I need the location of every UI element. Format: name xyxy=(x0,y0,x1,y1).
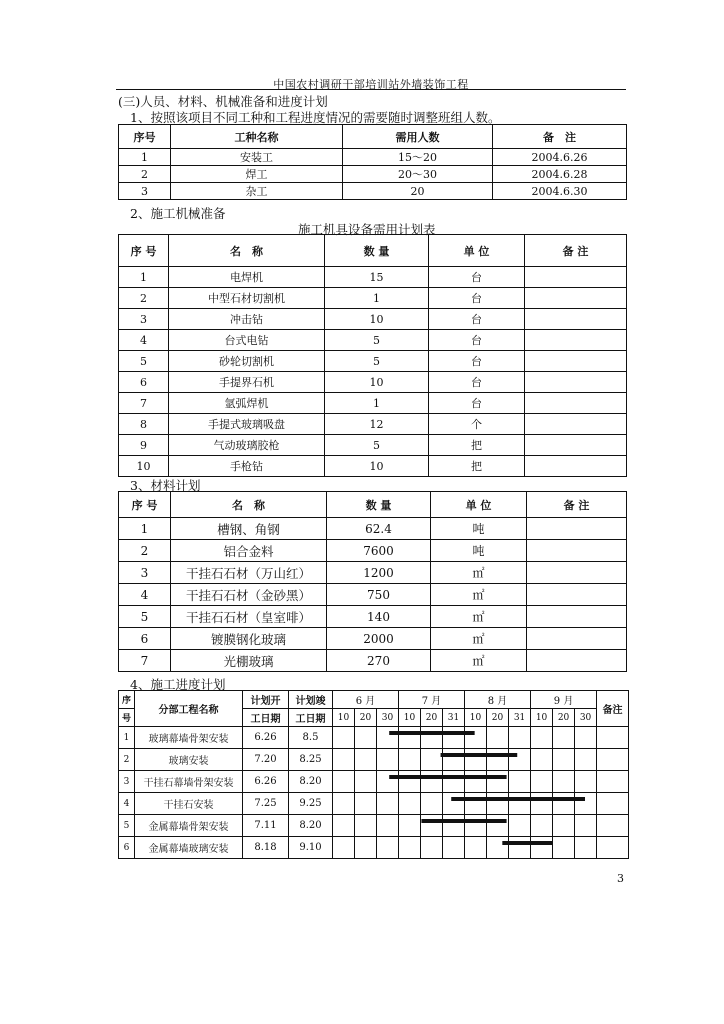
timeline-cell xyxy=(553,749,575,771)
cell: 15 xyxy=(325,267,429,288)
cell: 金属幕墙骨架安装 xyxy=(135,815,243,837)
table-row xyxy=(119,351,627,372)
cell: 1 xyxy=(119,267,169,288)
timeline-cell xyxy=(399,815,421,837)
timeline-cell xyxy=(333,727,355,749)
cell: 62.4 xyxy=(327,518,431,540)
page-number: 3 xyxy=(617,872,624,885)
labor-col-count: 需用人数 xyxy=(343,125,493,149)
cell xyxy=(525,372,627,393)
cell: 1200 xyxy=(327,562,431,584)
cell: 铝合金料 xyxy=(171,540,327,562)
cell xyxy=(527,584,627,606)
day-tick: 10 xyxy=(399,709,421,727)
cell: 2004.6.30 xyxy=(493,183,627,200)
machinery-table xyxy=(118,234,627,477)
cell: 台式电钻 xyxy=(169,330,325,351)
cell: 9.10 xyxy=(289,837,333,859)
table-row xyxy=(119,149,627,166)
page-header: 中国农村调研干部培训站外墙装饰工程 xyxy=(273,78,469,91)
cell: 270 xyxy=(327,650,431,672)
day-tick: 10 xyxy=(531,709,553,727)
table-row xyxy=(119,606,627,628)
cell: 把 xyxy=(429,435,525,456)
cell: 台 xyxy=(429,309,525,330)
table-row xyxy=(119,372,627,393)
timeline-cell xyxy=(531,837,553,859)
cell: 6 xyxy=(119,628,171,650)
schedule-col-no: 序 xyxy=(119,691,135,709)
cell: 10 xyxy=(119,456,169,477)
timeline-cell xyxy=(465,727,487,749)
cell: 槽钢、角钢 xyxy=(171,518,327,540)
timeline-cell xyxy=(377,727,399,749)
cell: 氩弧焊机 xyxy=(169,393,325,414)
cell xyxy=(597,727,629,749)
table-row xyxy=(119,650,627,672)
cell: 15～20 xyxy=(343,149,493,166)
cell: 5 xyxy=(119,815,135,837)
timeline-cell xyxy=(575,815,597,837)
table-row xyxy=(119,309,627,330)
table-row xyxy=(119,288,627,309)
machinery-col-unit: 单 位 xyxy=(429,235,525,267)
cell: 金属幕墙玻璃安装 xyxy=(135,837,243,859)
cell: 中型石材切割机 xyxy=(169,288,325,309)
cell: 8.5 xyxy=(289,727,333,749)
cell xyxy=(527,628,627,650)
table-row xyxy=(119,414,627,435)
cell xyxy=(597,815,629,837)
cell: 7 xyxy=(119,650,171,672)
cell xyxy=(527,518,627,540)
cell: 把 xyxy=(429,456,525,477)
day-tick: 10 xyxy=(465,709,487,727)
cell: 吨 xyxy=(431,540,527,562)
timeline-cell xyxy=(421,749,443,771)
cell: 台 xyxy=(429,393,525,414)
cell xyxy=(527,562,627,584)
table-row xyxy=(119,749,629,771)
cell: 6.26 xyxy=(243,771,289,793)
cell: 电焊机 xyxy=(169,267,325,288)
timeline-cell xyxy=(377,749,399,771)
timeline-cell xyxy=(443,815,465,837)
cell: 3 xyxy=(119,771,135,793)
table-row xyxy=(119,330,627,351)
cell: 750 xyxy=(327,584,431,606)
timeline-cell xyxy=(487,727,509,749)
cell: 7600 xyxy=(327,540,431,562)
section-title: (三)人员、材料、机械准备和进度计划 xyxy=(118,94,328,109)
cell: 台 xyxy=(429,288,525,309)
cell: 2 xyxy=(119,166,171,183)
timeline-cell xyxy=(509,793,531,815)
cell: 镀膜钢化玻璃 xyxy=(171,628,327,650)
cell xyxy=(527,606,627,628)
labor-col-no: 序号 xyxy=(119,125,171,149)
timeline-cell xyxy=(509,749,531,771)
timeline-cell xyxy=(355,837,377,859)
cell: ㎡ xyxy=(431,628,527,650)
cell: 干挂石安装 xyxy=(135,793,243,815)
table-row xyxy=(119,518,627,540)
day-tick: 10 xyxy=(333,709,355,727)
timeline-cell xyxy=(531,771,553,793)
timeline-cell xyxy=(333,749,355,771)
machinery-heading: 2、施工机械准备 xyxy=(130,206,226,221)
cell xyxy=(597,793,629,815)
cell: 7 xyxy=(119,393,169,414)
cell: ㎡ xyxy=(431,584,527,606)
timeline-cell xyxy=(575,727,597,749)
cell: ㎡ xyxy=(431,562,527,584)
timeline-cell xyxy=(509,837,531,859)
cell: 气动玻璃胶枪 xyxy=(169,435,325,456)
cell: 20～30 xyxy=(343,166,493,183)
materials-col-no: 序 号 xyxy=(119,492,171,518)
cell: 光棚玻璃 xyxy=(171,650,327,672)
timeline-cell xyxy=(487,793,509,815)
month-july: 7 月 xyxy=(399,691,465,709)
machinery-table-title: 施工机具设备需用计划表 xyxy=(298,222,436,237)
cell: 8.20 xyxy=(289,771,333,793)
materials-col-qty: 数 量 xyxy=(327,492,431,518)
cell: 焊工 xyxy=(171,166,343,183)
cell: 手枪钻 xyxy=(169,456,325,477)
table-row xyxy=(119,435,627,456)
timeline-cell xyxy=(531,793,553,815)
cell: 1 xyxy=(325,393,429,414)
cell: 玻璃安装 xyxy=(135,749,243,771)
cell: ㎡ xyxy=(431,606,527,628)
cell: 手提式玻璃吸盘 xyxy=(169,414,325,435)
cell: 杂工 xyxy=(171,183,343,200)
cell: 8 xyxy=(119,414,169,435)
timeline-cell xyxy=(509,815,531,837)
schedule-col-no-2: 号 xyxy=(119,709,135,727)
machinery-col-name: 名 称 xyxy=(169,235,325,267)
day-tick: 20 xyxy=(355,709,377,727)
timeline-cell xyxy=(575,793,597,815)
timeline-cell xyxy=(443,771,465,793)
timeline-cell xyxy=(355,793,377,815)
timeline-cell xyxy=(333,793,355,815)
timeline-cell xyxy=(465,793,487,815)
cell: 台 xyxy=(429,330,525,351)
cell: 5 xyxy=(119,606,171,628)
timeline-cell xyxy=(487,815,509,837)
cell: 1 xyxy=(119,727,135,749)
cell: 2004.6.26 xyxy=(493,149,627,166)
timeline-cell xyxy=(421,727,443,749)
cell: 5 xyxy=(325,330,429,351)
cell: 1 xyxy=(119,149,171,166)
cell: 2004.6.28 xyxy=(493,166,627,183)
timeline-cell xyxy=(399,727,421,749)
timeline-cell xyxy=(553,793,575,815)
timeline-cell xyxy=(421,815,443,837)
cell: 6 xyxy=(119,372,169,393)
table-row xyxy=(119,771,629,793)
cell: 干挂石石材（皇室啡） xyxy=(171,606,327,628)
timeline-cell xyxy=(377,771,399,793)
timeline-cell xyxy=(355,749,377,771)
month-august: 8 月 xyxy=(465,691,531,709)
cell xyxy=(525,351,627,372)
schedule-col-end-2: 工日期 xyxy=(289,709,333,727)
cell: 玻璃幕墙骨架安装 xyxy=(135,727,243,749)
timeline-cell xyxy=(509,727,531,749)
timeline-cell xyxy=(443,749,465,771)
cell: 8.25 xyxy=(289,749,333,771)
schedule-col-end: 计划竣 xyxy=(289,691,333,709)
timeline-cell xyxy=(377,815,399,837)
cell: 5 xyxy=(325,351,429,372)
cell: 6 xyxy=(119,837,135,859)
cell: ㎡ xyxy=(431,650,527,672)
timeline-cell xyxy=(355,727,377,749)
labor-col-remark: 备 注 xyxy=(493,125,627,149)
timeline-cell xyxy=(443,837,465,859)
timeline-cell xyxy=(443,727,465,749)
cell: 4 xyxy=(119,330,169,351)
schedule-heading: 4、施工进度计划 xyxy=(130,677,226,692)
cell xyxy=(525,267,627,288)
table-row xyxy=(119,267,627,288)
cell: 3 xyxy=(119,562,171,584)
cell: 7.11 xyxy=(243,815,289,837)
timeline-cell xyxy=(553,771,575,793)
cell: 7.20 xyxy=(243,749,289,771)
timeline-cell xyxy=(553,727,575,749)
cell: 台 xyxy=(429,351,525,372)
timeline-cell xyxy=(509,771,531,793)
timeline-cell xyxy=(333,771,355,793)
table-row xyxy=(119,584,627,606)
timeline-cell xyxy=(355,815,377,837)
timeline-cell xyxy=(531,727,553,749)
cell: 7.25 xyxy=(243,793,289,815)
table-row xyxy=(119,793,629,815)
timeline-cell xyxy=(487,771,509,793)
schedule-col-remark: 备注 xyxy=(597,691,629,727)
cell: 台 xyxy=(429,372,525,393)
cell: 2 xyxy=(119,288,169,309)
cell xyxy=(525,288,627,309)
cell: 10 xyxy=(325,372,429,393)
day-tick: 20 xyxy=(487,709,509,727)
timeline-cell xyxy=(421,837,443,859)
cell: 2000 xyxy=(327,628,431,650)
machinery-col-qty: 数 量 xyxy=(325,235,429,267)
cell: 5 xyxy=(119,351,169,372)
materials-col-remark: 备 注 xyxy=(527,492,627,518)
cell: 10 xyxy=(325,309,429,330)
timeline-cell xyxy=(575,837,597,859)
timeline-cell xyxy=(421,793,443,815)
machinery-col-remark: 备 注 xyxy=(525,235,627,267)
timeline-cell xyxy=(399,749,421,771)
table-row xyxy=(119,393,627,414)
cell: 个 xyxy=(429,414,525,435)
timeline-cell xyxy=(333,815,355,837)
materials-col-name: 名 称 xyxy=(171,492,327,518)
table-row xyxy=(119,727,629,749)
timeline-cell xyxy=(355,771,377,793)
table-row xyxy=(119,628,627,650)
cell: 20 xyxy=(343,183,493,200)
cell xyxy=(525,456,627,477)
day-tick: 31 xyxy=(509,709,531,727)
table-row xyxy=(119,166,627,183)
cell: 5 xyxy=(325,435,429,456)
labor-table xyxy=(118,124,627,200)
cell xyxy=(597,749,629,771)
timeline-cell xyxy=(575,749,597,771)
table-row xyxy=(119,183,627,200)
table-row xyxy=(119,837,629,859)
cell: 10 xyxy=(325,456,429,477)
timeline-cell xyxy=(575,771,597,793)
month-september: 9 月 xyxy=(531,691,597,709)
cell: 9.25 xyxy=(289,793,333,815)
cell: 8.20 xyxy=(289,815,333,837)
header-rule xyxy=(116,89,626,90)
cell: 9 xyxy=(119,435,169,456)
timeline-cell xyxy=(531,815,553,837)
cell: 干挂石幕墙骨架安装 xyxy=(135,771,243,793)
cell: 冲击钻 xyxy=(169,309,325,330)
cell xyxy=(525,393,627,414)
timeline-cell xyxy=(465,815,487,837)
cell: 8.18 xyxy=(243,837,289,859)
table-row xyxy=(119,456,627,477)
timeline-cell xyxy=(399,793,421,815)
cell: 吨 xyxy=(431,518,527,540)
cell xyxy=(527,540,627,562)
cell: 1 xyxy=(119,518,171,540)
cell: 干挂石石材（万山红） xyxy=(171,562,327,584)
table-row xyxy=(119,562,627,584)
cell: 140 xyxy=(327,606,431,628)
cell: 3 xyxy=(119,183,171,200)
cell: 台 xyxy=(429,267,525,288)
timeline-cell xyxy=(399,837,421,859)
cell: 2 xyxy=(119,749,135,771)
day-tick: 30 xyxy=(377,709,399,727)
labor-col-trade: 工种名称 xyxy=(171,125,343,149)
cell: 4 xyxy=(119,584,171,606)
timeline-cell xyxy=(465,749,487,771)
month-june: 6 月 xyxy=(333,691,399,709)
schedule-table xyxy=(118,690,629,859)
day-tick: 31 xyxy=(443,709,465,727)
schedule-col-start: 计划开 xyxy=(243,691,289,709)
day-tick: 20 xyxy=(421,709,443,727)
cell: 3 xyxy=(119,309,169,330)
timeline-cell xyxy=(399,771,421,793)
machinery-col-no: 序 号 xyxy=(119,235,169,267)
cell: 4 xyxy=(119,793,135,815)
cell xyxy=(525,435,627,456)
timeline-cell xyxy=(377,793,399,815)
cell xyxy=(525,414,627,435)
timeline-cell xyxy=(421,771,443,793)
timeline-cell xyxy=(531,749,553,771)
cell xyxy=(525,330,627,351)
timeline-cell xyxy=(553,837,575,859)
cell: 安装工 xyxy=(171,149,343,166)
cell: 干挂石石材（金砂黑） xyxy=(171,584,327,606)
cell: 1 xyxy=(325,288,429,309)
cell xyxy=(527,650,627,672)
cell: 手提界石机 xyxy=(169,372,325,393)
cell xyxy=(525,309,627,330)
cell xyxy=(597,837,629,859)
timeline-cell xyxy=(553,815,575,837)
timeline-cell xyxy=(487,837,509,859)
table-row xyxy=(119,815,629,837)
schedule-col-start-2: 工日期 xyxy=(243,709,289,727)
timeline-cell xyxy=(465,837,487,859)
timeline-cell xyxy=(465,771,487,793)
timeline-cell xyxy=(377,837,399,859)
cell: 6.26 xyxy=(243,727,289,749)
cell: 12 xyxy=(325,414,429,435)
timeline-cell xyxy=(443,793,465,815)
day-tick: 30 xyxy=(575,709,597,727)
timeline-cell xyxy=(487,749,509,771)
materials-heading: 3、材料计划 xyxy=(130,478,201,493)
table-row xyxy=(119,540,627,562)
cell xyxy=(597,771,629,793)
day-tick: 20 xyxy=(553,709,575,727)
labor-heading: 1、按照该项目不同工种和工程进度情况的需要随时调整班组人数。 xyxy=(130,110,501,125)
timeline-cell xyxy=(333,837,355,859)
materials-col-unit: 单 位 xyxy=(431,492,527,518)
schedule-col-name: 分部工程名称 xyxy=(135,691,243,727)
cell: 砂轮切割机 xyxy=(169,351,325,372)
materials-table xyxy=(118,491,627,672)
cell: 2 xyxy=(119,540,171,562)
